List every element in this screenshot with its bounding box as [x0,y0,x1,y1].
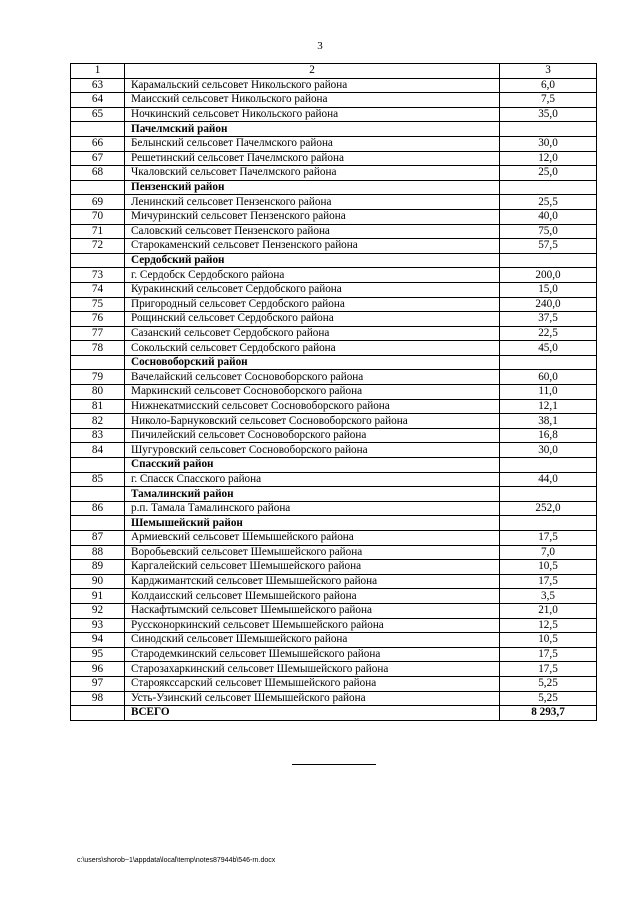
section-row [71,516,597,531]
row-value-cell: 17,5 [500,531,597,546]
row-value-cell [500,122,597,137]
row-value-cell: 200,0 [500,268,597,283]
row-name-cell: Сокольский сельсовет Сердобского района [125,341,500,356]
row-name-cell: Рощинский сельсовет Сердобского района [125,312,500,327]
table-row [71,428,597,443]
column-header: 3 [500,64,597,79]
row-number-cell: 87 [71,531,125,546]
table-row [71,633,597,648]
row-number-cell: 84 [71,443,125,458]
row-value-cell: 7,0 [500,545,597,560]
row-name-cell: Ночкинский сельсовет Никольского района [125,107,500,122]
row-number-cell: 68 [71,166,125,181]
row-number-cell: 65 [71,107,125,122]
total-row [71,706,597,721]
row-name-cell: Нижнекатмисский сельсовет Сосновоборского района [125,399,500,414]
row-number-cell [71,122,125,137]
page-number: 3 [317,40,323,52]
row-value-cell: 44,0 [500,472,597,487]
row-value-cell: 10,5 [500,560,597,575]
row-value-cell: 25,5 [500,195,597,210]
row-name-cell: Пензенский район [125,180,500,195]
table-row [71,370,597,385]
table-row [71,297,597,312]
row-name-cell: Саловский сельсовет Пензенского района [125,224,500,239]
table-row [71,78,597,93]
table-row [71,195,597,210]
table-row [71,414,597,429]
row-value-cell: 15,0 [500,282,597,297]
row-value-cell [500,458,597,473]
row-number-cell: 83 [71,428,125,443]
row-value-cell [500,487,597,502]
row-number-cell: 64 [71,93,125,108]
row-number-cell: 91 [71,589,125,604]
row-value-cell: 30,0 [500,443,597,458]
table-row [71,312,597,327]
row-name-cell: Сосновоборский район [125,355,500,370]
row-number-cell: 90 [71,574,125,589]
row-number-cell: 74 [71,282,125,297]
column-header: 2 [125,64,500,79]
row-value-cell: 35,0 [500,107,597,122]
row-value-cell: 11,0 [500,385,597,400]
row-name-cell: Усть-Узинский сельсовет Шемышейского района [125,691,500,706]
row-value-cell: 7,5 [500,93,597,108]
row-number-cell: 77 [71,326,125,341]
row-name-cell: Маркинский сельсовет Сосновоборского района [125,385,500,400]
row-name-cell: Наскафтымский сельсовет Шемышейского района [125,603,500,618]
row-value-cell: 12,0 [500,151,597,166]
table-row [71,239,597,254]
row-number-cell: 94 [71,633,125,648]
row-value-cell: 45,0 [500,341,597,356]
table-row [71,691,597,706]
row-number-cell: 97 [71,676,125,691]
row-number-cell [71,253,125,268]
row-name-cell: Решетинский сельсовет Пачелмского района [125,151,500,166]
row-value-cell: 16,8 [500,428,597,443]
table-row [71,93,597,108]
row-name-cell: Ленинский сельсовет Пензенского района [125,195,500,210]
row-value-cell: 75,0 [500,224,597,239]
row-number-cell [71,180,125,195]
table-header-row [71,64,597,79]
row-name-cell: Руссконоркинский сельсовет Шемышейского района [125,618,500,633]
row-number-cell: 66 [71,136,125,151]
row-value-cell: 38,1 [500,414,597,429]
table-body [71,64,597,721]
row-name-cell: Каргалейский сельсовет Шемышейского района [125,560,500,575]
row-name-cell: Пичилейский сельсовет Сосновоборского района [125,428,500,443]
row-number-cell [71,516,125,531]
row-name-cell: р.п. Тамала Тамалинского района [125,501,500,516]
row-number-cell: 93 [71,618,125,633]
row-value-cell: 240,0 [500,297,597,312]
table-row [71,676,597,691]
row-number-cell: 95 [71,647,125,662]
section-row [71,122,597,137]
row-number-cell: 96 [71,662,125,677]
row-value-cell: 25,0 [500,166,597,181]
row-value-cell [500,355,597,370]
row-number-cell: 81 [71,399,125,414]
row-number-cell: 76 [71,312,125,327]
row-number-cell [71,706,125,721]
table-row [71,589,597,604]
row-number-cell: 85 [71,472,125,487]
row-name-cell: Белынский сельсовет Пачелмского района [125,136,500,151]
table-row [71,574,597,589]
table-row [71,647,597,662]
row-name-cell: Сердобский район [125,253,500,268]
row-value-cell [500,516,597,531]
row-value-cell: 22,5 [500,326,597,341]
row-number-cell: 86 [71,501,125,516]
table-row [71,107,597,122]
row-name-cell: Синодский сельсовет Шемышейского района [125,633,500,648]
row-name-cell: Николо-Барнуковский сельсовет Сосновоборского района [125,414,500,429]
row-value-cell: 57,5 [500,239,597,254]
row-name-cell: Сазанский сельсовет Сердобского района [125,326,500,341]
table-row [71,603,597,618]
row-value-cell: 17,5 [500,647,597,662]
row-number-cell: 73 [71,268,125,283]
row-number-cell [71,458,125,473]
table-row [71,136,597,151]
row-number-cell: 92 [71,603,125,618]
row-name-cell: Колдаисский сельсовет Шемышейского района [125,589,500,604]
table-row [71,399,597,414]
row-name-cell: Шугуровский сельсовет Сосновоборского района [125,443,500,458]
table-row [71,385,597,400]
row-name-cell: Карджимантский сельсовет Шемышейского района [125,574,500,589]
table-row [71,662,597,677]
row-name-cell: Куракинский сельсовет Сердобского района [125,282,500,297]
row-value-cell: 5,25 [500,691,597,706]
row-value-cell: 21,0 [500,603,597,618]
table-row [71,209,597,224]
row-name-cell: Армиевский сельсовет Шемышейского района [125,531,500,546]
allocation-table [70,63,597,721]
row-number-cell: 80 [71,385,125,400]
row-number-cell: 88 [71,545,125,560]
row-number-cell: 63 [71,78,125,93]
row-value-cell: 5,25 [500,676,597,691]
row-value-cell: 12,5 [500,618,597,633]
row-value-cell [500,180,597,195]
row-number-cell: 67 [71,151,125,166]
row-name-cell: г. Сердобск Сердобского района [125,268,500,283]
row-value-cell: 252,0 [500,501,597,516]
row-name-cell: г. Спасск Спасского района [125,472,500,487]
row-value-cell: 12,1 [500,399,597,414]
table-row [71,166,597,181]
row-number-cell: 78 [71,341,125,356]
row-value-cell [500,253,597,268]
row-number-cell: 71 [71,224,125,239]
table-row [71,443,597,458]
table-row [71,268,597,283]
column-header: 1 [71,64,125,79]
section-row [71,458,597,473]
row-value-cell: 40,0 [500,209,597,224]
row-name-cell: Старокаменский сельсовет Пензенского района [125,239,500,254]
row-number-cell: 72 [71,239,125,254]
row-number-cell: 70 [71,209,125,224]
table-row [71,151,597,166]
row-name-cell: Староякссарский сельсовет Шемышейского района [125,676,500,691]
footnote-separator-line [292,764,376,765]
row-value-cell: 37,5 [500,312,597,327]
row-value-cell: 17,5 [500,574,597,589]
row-name-cell: Тамалинский район [125,487,500,502]
table-row [71,282,597,297]
section-row [71,253,597,268]
row-name-cell: Чкаловский сельсовет Пачелмского района [125,166,500,181]
table-row [71,326,597,341]
row-name-cell: Маисский сельсовет Никольского района [125,93,500,108]
section-row [71,180,597,195]
row-number-cell: 79 [71,370,125,385]
row-number-cell: 75 [71,297,125,312]
row-number-cell: 82 [71,414,125,429]
row-name-cell: Стародемкинский сельсовет Шемышейского района [125,647,500,662]
table-row [71,224,597,239]
table-row [71,472,597,487]
row-name-cell: Спасский район [125,458,500,473]
row-value-cell: 3,5 [500,589,597,604]
row-number-cell: 69 [71,195,125,210]
row-name-cell: ВСЕГО [125,706,500,721]
table-row [71,531,597,546]
section-row [71,355,597,370]
table-row [71,501,597,516]
row-name-cell: Карамальский сельсовет Никольского района [125,78,500,93]
table-row [71,545,597,560]
row-number-cell [71,487,125,502]
row-value-cell: 60,0 [500,370,597,385]
file-path-footer: c:\users\shorob~1\appdata\local\temp\notes87944b\546-rn.docx [77,857,276,864]
row-name-cell: Пригородный сельсовет Сердобского района [125,297,500,312]
row-value-cell: 8 293,7 [500,706,597,721]
table-row [71,618,597,633]
table-row [71,341,597,356]
row-name-cell: Вачелайский сельсовет Сосновоборского района [125,370,500,385]
row-value-cell: 6,0 [500,78,597,93]
row-number-cell [71,355,125,370]
row-name-cell: Мичуринский сельсовет Пензенского района [125,209,500,224]
row-number-cell: 89 [71,560,125,575]
row-number-cell: 98 [71,691,125,706]
row-value-cell: 10,5 [500,633,597,648]
row-name-cell: Пачелмский район [125,122,500,137]
section-row [71,487,597,502]
row-value-cell: 17,5 [500,662,597,677]
row-name-cell: Старозахаркинский сельсовет Шемышейского района [125,662,500,677]
row-name-cell: Шемышейский район [125,516,500,531]
row-value-cell: 30,0 [500,136,597,151]
table-row [71,560,597,575]
row-name-cell: Воробьевский сельсовет Шемышейского района [125,545,500,560]
